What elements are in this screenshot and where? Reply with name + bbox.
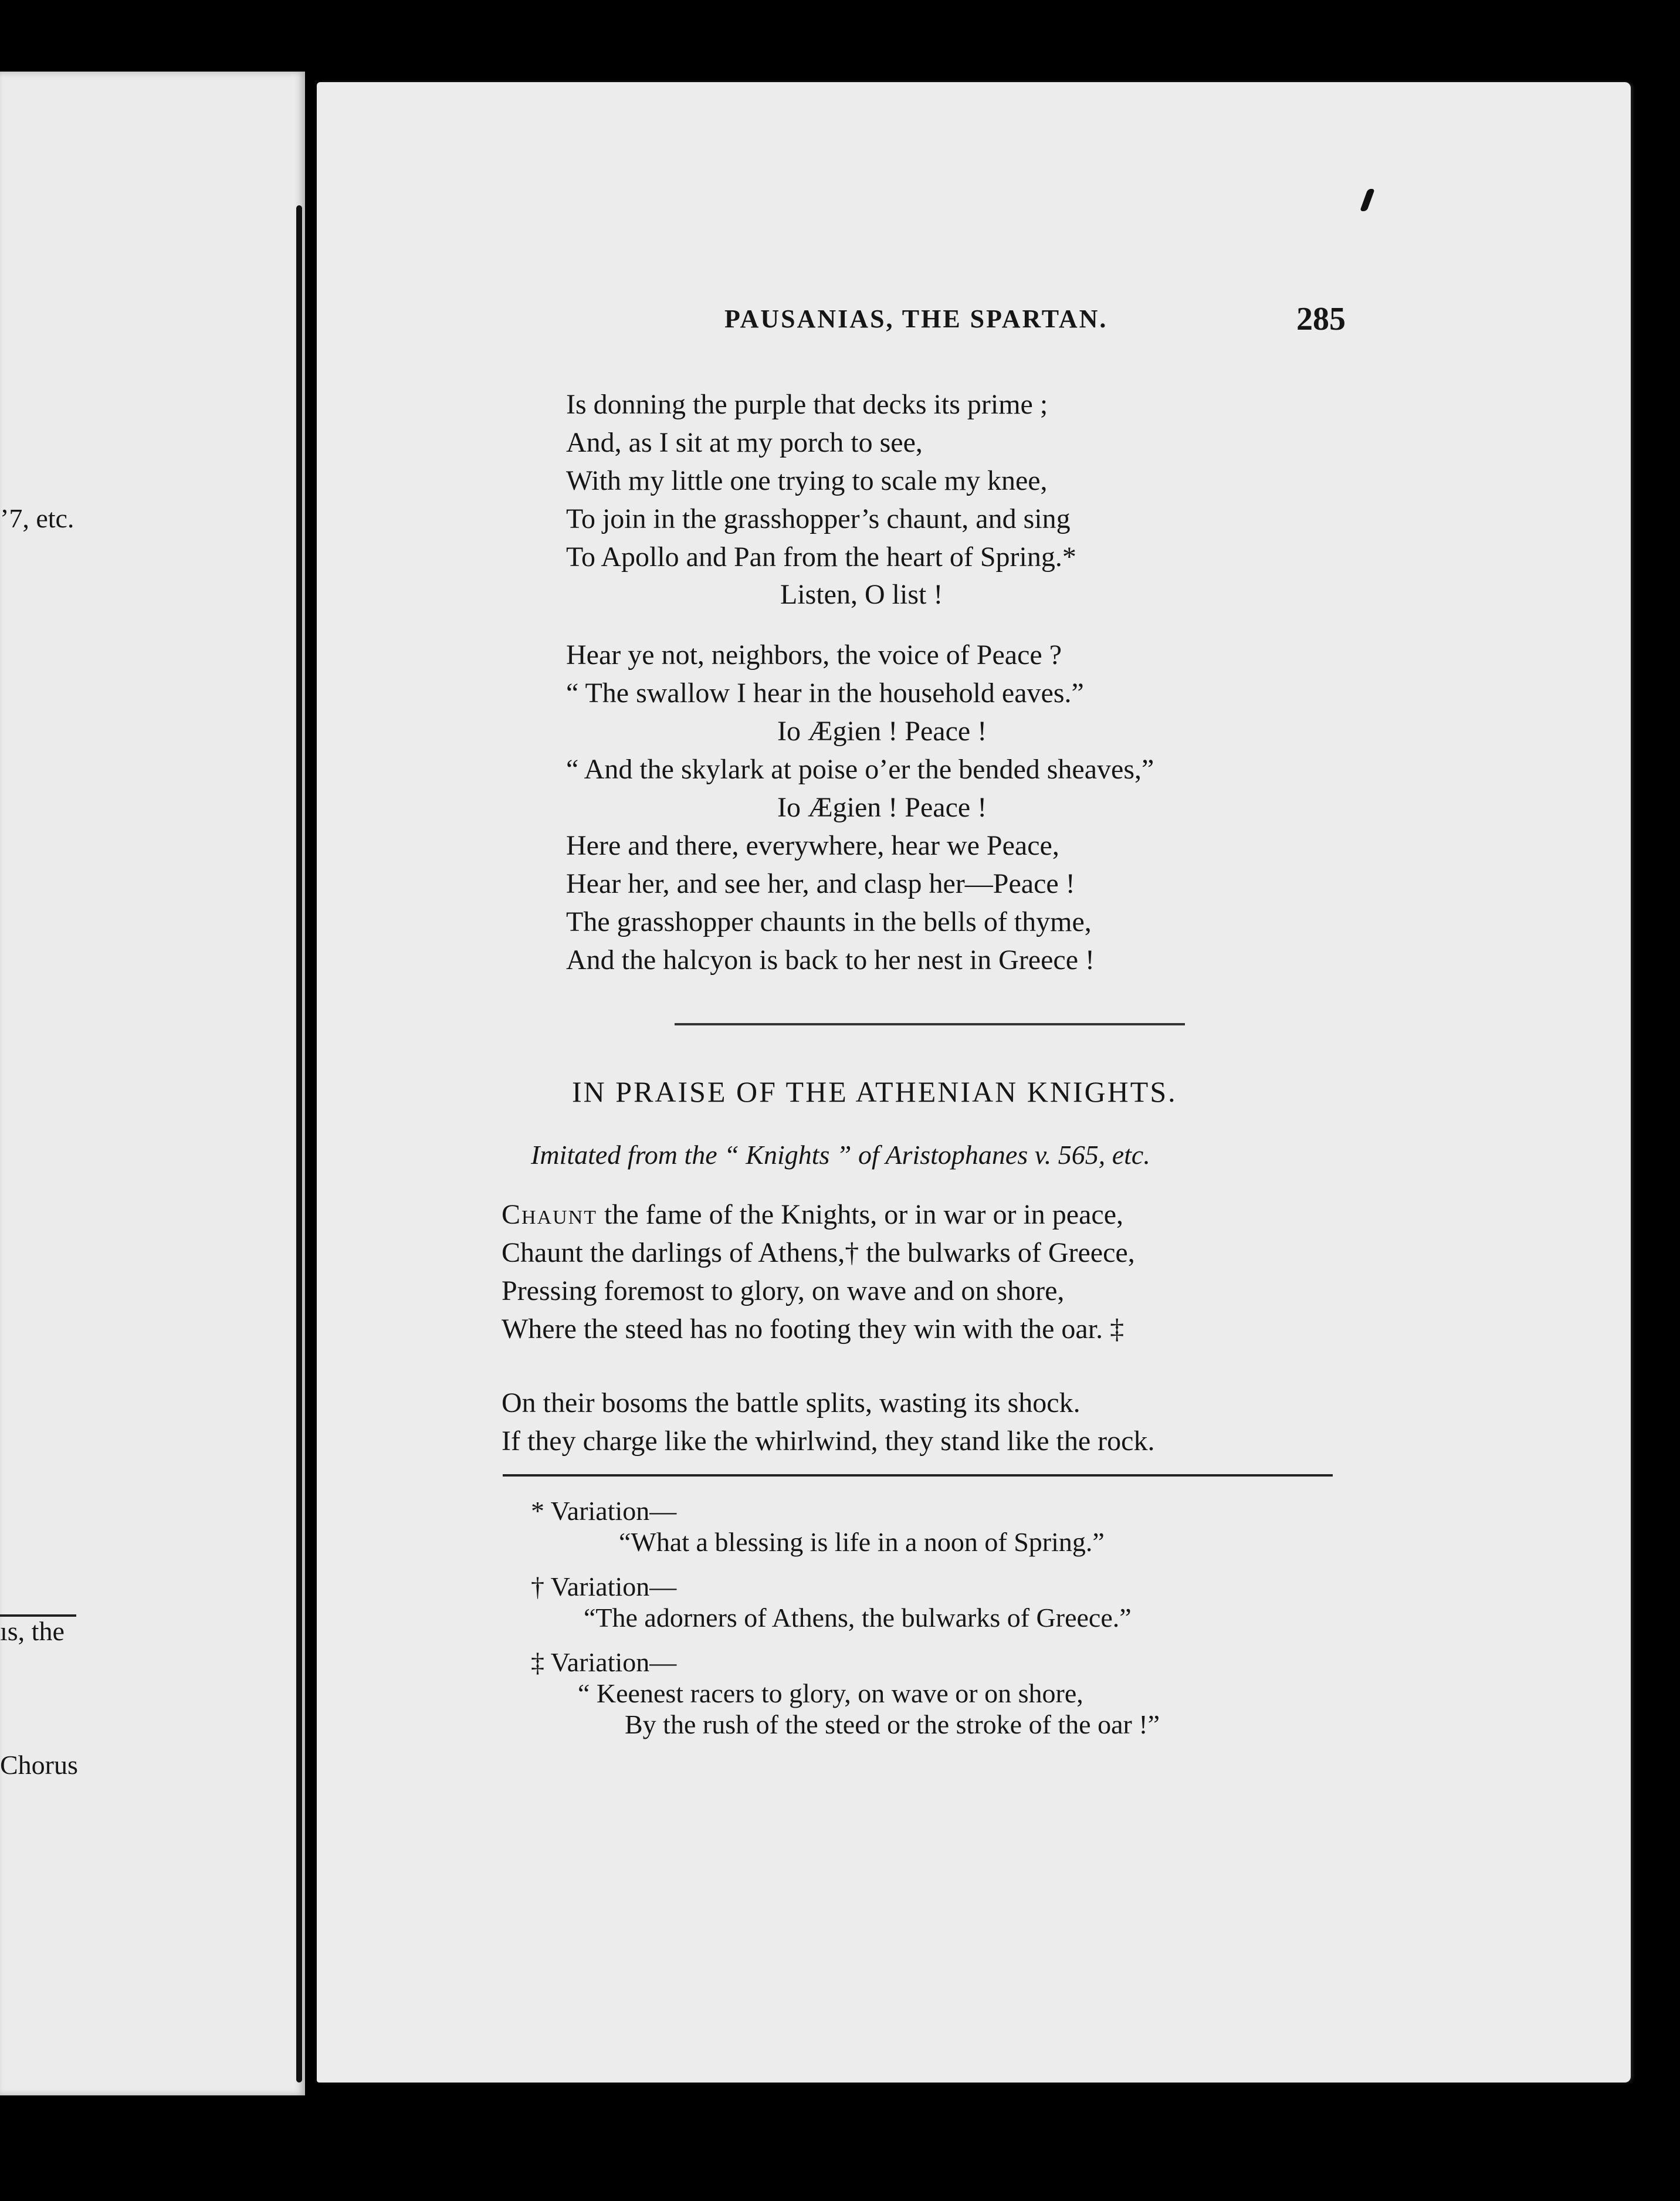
- poem-line-text: the fame of the Knights, or in war or in peace,: [597, 1199, 1124, 1230]
- poem-line: To join in the grasshopper’s chaunt, and sing: [566, 503, 1071, 534]
- drop-word: Chaunt: [502, 1199, 597, 1230]
- poem-line: If they charge like the whirlwind, they stand like the rock.: [502, 1425, 1155, 1457]
- footnote-marker-line: † Variation—: [531, 1572, 677, 1601]
- section-subtitle: Imitated from the “ Knights ” of Aristophanes v. 565, etc.: [531, 1140, 1150, 1170]
- left-page: [0, 72, 305, 2095]
- poem-line: To Apollo and Pan from the heart of Spring.*: [566, 541, 1076, 573]
- running-head: PAUSANIAS, THE SPARTAN.: [724, 304, 1108, 333]
- poem-line: Hear her, and see her, and clasp her—Peace !: [566, 868, 1075, 899]
- footnote-text: “What a blessing is life in a noon of Spring.”: [619, 1527, 1105, 1557]
- left-page-fragment: Chorus: [0, 1750, 78, 1780]
- left-page-fragment: ıs, the: [0, 1616, 65, 1646]
- poem-line: “ The swallow I hear in the household eaves.”: [566, 678, 1084, 709]
- poem-line: And the halcyon is back to her nest in Greece !: [566, 944, 1095, 976]
- poem-refrain: Io Ægien ! Peace !: [777, 792, 987, 823]
- footnote-rule: [503, 1474, 1333, 1477]
- poem-refrain: Io Ægien ! Peace !: [777, 716, 987, 747]
- poem-line: “ And the skylark at poise o’er the bended sheaves,”: [566, 754, 1154, 785]
- poem-line: With my little one trying to scale my knee,: [566, 465, 1048, 496]
- poem-line: Pressing foremost to glory, on wave and on shore,: [502, 1275, 1065, 1306]
- poem-line: Chaunt the darlings of Athens,† the bulwarks of Greece,: [502, 1237, 1135, 1268]
- footnote-text: “ Keenest racers to glory, on wave or on shore,: [578, 1678, 1083, 1708]
- poem-line: The grasshopper chaunts in the bells of thyme,: [566, 906, 1092, 937]
- poem-line: Here and there, everywhere, hear we Peace,: [566, 830, 1059, 861]
- gutter-edge: [296, 205, 302, 2083]
- poem-line: On their bosoms the battle splits, wasting its shock.: [502, 1387, 1081, 1418]
- section-divider: [675, 1023, 1185, 1025]
- footnote-marker-line: ‡ Variation—: [531, 1647, 677, 1677]
- footnote-text: “The adorners of Athens, the bulwarks of Greece.”: [584, 1603, 1132, 1633]
- poem-refrain: Listen, O list !: [780, 579, 943, 610]
- page-number: 285: [1296, 301, 1346, 337]
- footnote-marker-line: * Variation—: [531, 1496, 677, 1526]
- footnote-text: By the rush of the steed or the stroke of the oar !”: [625, 1709, 1160, 1739]
- poem-line: Is donning the purple that decks its prime ;: [566, 389, 1048, 420]
- poem-line: Where the steed has no footing they win with the oar. ‡: [502, 1313, 1124, 1345]
- section-title: IN PRAISE OF THE ATHENIAN KNIGHTS.: [572, 1075, 1177, 1108]
- poem-line: [502, 1201, 1123, 1229]
- left-page-fragment: ’7, etc.: [0, 503, 74, 533]
- poem-line: Hear ye not, neighbors, the voice of Peace ?: [566, 639, 1062, 671]
- poem-line: And, as I sit at my porch to see,: [566, 427, 923, 458]
